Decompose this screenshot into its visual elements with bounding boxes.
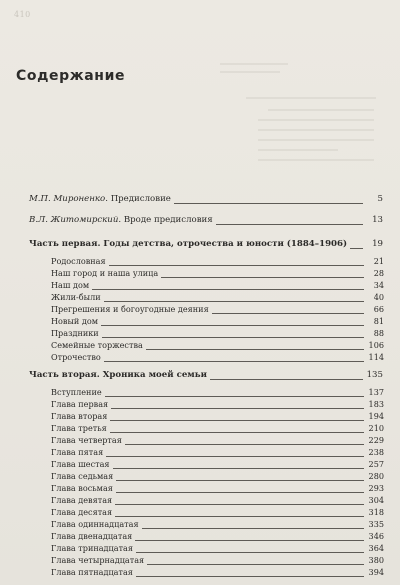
toc-chapter-page: 21 [373,256,384,266]
toc-chapter-title: Глава третья [51,423,107,433]
toc-entry-title: Предисловие [110,194,171,204]
leader-line [174,203,363,204]
toc-entry-label [29,214,216,226]
toc-chapter-page: 293 [368,483,384,493]
toc-chapter-page: 88 [373,328,384,338]
show-through-text [218,58,378,178]
toc-chapter-title: Глава вторая [51,411,108,421]
toc-chapter-title: Глава четырнадцатая [51,555,145,565]
toc-entry-author: В.Л. Житомирский. [29,215,122,225]
toc-entry-preface[interactable] [29,191,383,205]
toc-chapter-page: 34 [373,280,384,290]
toc-chapter-title: Глава шестая [51,459,110,469]
toc-chapter-page: 106 [368,340,384,350]
toc-chapter-title: Семейные торжества [51,340,143,350]
toc-chapter-page: 304 [368,495,384,505]
toc-chapter-title: Глава четвертая [51,435,122,445]
toc-chapter-title: Новый дом [51,316,99,326]
toc-chapter-page: 183 [368,399,384,409]
toc-chapter-page: 280 [368,471,384,481]
toc-chapter-title: Глава десятая [51,507,113,517]
toc-chapter-page: 346 [368,531,384,541]
toc-chapter-title: Жили-были [51,292,101,302]
toc-chapter-page: 238 [368,447,384,457]
toc-chapter-title: Глава седьмая [51,471,114,481]
running-head: 410 [14,10,31,19]
toc-chapter-page: 318 [368,507,384,517]
toc-chapter-title: Наш город и наша улица [51,268,159,278]
toc-chapter-page: 28 [373,268,384,278]
toc-chapter-title: Глава одиннадцатая [51,519,139,529]
toc-entry-foreword[interactable] [29,212,383,226]
toc-chapter-title: Вступление [51,387,102,397]
toc-chapter-title: Глава тринадцатая [51,543,133,553]
toc-part-2[interactable] [29,367,383,381]
toc-chapter-page: 114 [368,352,384,362]
toc-chapter-title: Прегрешения и богоугодные деяния [51,304,209,314]
toc-chapter-page: 137 [368,387,384,397]
toc-part-1[interactable] [29,236,383,250]
show-through-lines [218,58,378,178]
toc-chapter-title: Глава первая [51,399,109,409]
toc-chapter-page: 335 [368,519,384,529]
toc-part-page: 19 [372,239,383,249]
toc-chapter-page: 229 [368,435,384,445]
toc-chapter-title: Глава пятнадцатая [51,567,133,577]
toc-part-title: Часть первая. Годы детства, отрочества и юности (1884–1906) [29,239,348,249]
toc-chapter-page: 66 [373,304,384,314]
toc-chapter-title: Глава восьмая [51,483,113,493]
toc-part-title: Часть вторая. Хроника моей семьи [29,370,207,380]
page-title: Содержание [16,68,126,84]
toc-chapter-page: 210 [368,423,384,433]
toc-chapter-title: Отрочество [51,352,101,362]
toc-entry-author: М.П. Мироненко. [29,194,108,204]
toc-chapter-title: Глава девятая [51,495,113,505]
leader-line [136,576,364,577]
toc-chapter-page: 194 [368,411,384,421]
toc-chapter-title: Глава двенадцатая [51,531,133,541]
leader-line [104,361,364,362]
leader-line [350,248,363,249]
toc-part-page: 135 [366,370,383,380]
leader-line [216,224,363,225]
toc-chapter-page: 257 [368,459,384,469]
toc-chapter[interactable] [51,349,384,363]
leader-line [210,379,363,380]
toc-chapter-title: Наш дом [51,280,90,290]
toc-chapter-title: Праздники [51,328,99,338]
toc-entry-page: 13 [372,215,383,225]
toc-entry-page: 5 [377,194,383,204]
toc-entry-title: Вроде предисловия [123,215,213,225]
toc-chapter-page: 380 [368,555,384,565]
toc-chapter-page: 40 [373,292,384,302]
toc-chapter-page: 81 [373,316,384,326]
toc-entry-label [29,193,174,205]
toc-chapter-title: Глава пятая [51,447,104,457]
toc-chapter-page: 394 [368,567,384,577]
toc-chapter[interactable] [51,564,384,578]
toc-chapter-title: Родословная [51,256,106,266]
toc-chapter-page: 364 [368,543,384,553]
